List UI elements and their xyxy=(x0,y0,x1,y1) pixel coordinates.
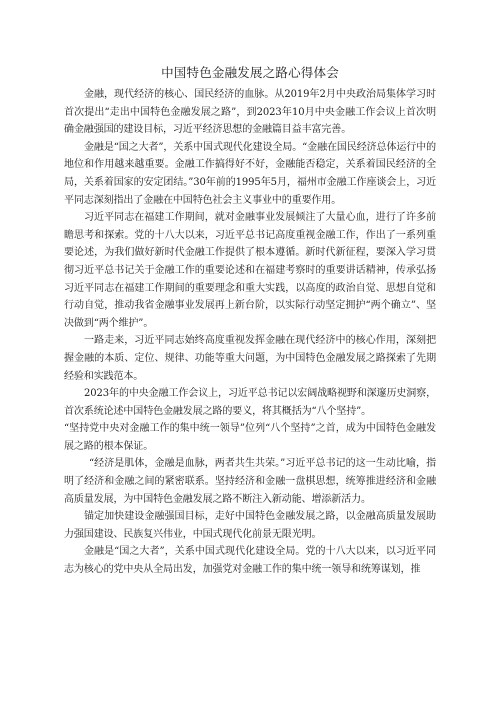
document-body xyxy=(64,86,436,579)
paragraph: 金融，现代经济的核心、国民经济的血脉。从2019年2月中央政治局集体学习时首次提出“走出中国特色金融发展之路”，到2023年10月中央金融工作会议上首次明确金融强国的建设目标，习近平经济思想的金融篇目益丰富完善。 xyxy=(64,89,436,136)
paragraph: “坚持党中央对金融工作的集中统一领导”位列“八个坚持”之首，成为中国特色金融发展之路的根本保证。 xyxy=(64,423,436,452)
paragraph: 习近平同志在福建工作期间，就对金融事业发展倾注了大量心血，进行了许多前瞻思考和探索。党的十八大以来，习近平总书记高度重视金融工作，作出了一系列重要论述，为我们做好新时代金融工作提供了根本遵循。新时代新征程，要深入学习贯彻习近平总书记关于金融工作的重要论述和在福建考察时的重要讲话精神，传承弘扬习近平同志在福建工作期间的重要理念和重大实践，以高度的政治自觉、思想自觉和行动自觉，推动我省金融事业发展再上新台阶，以实际行动坚定拥护“两个确立”、坚决做到“两个维护”。 xyxy=(64,212,436,329)
paragraph: 金融是“国之大者”，关系中国式现代化建设全局。“金融在国民经济总体运行中的地位和作用越来越重要。金融工作搞得好不好，金融能否稳定，关系着国民经济的全局，关系着国家的安定团结。”30年前的1995年5月，福州市金融工作座谈会上，习近平同志深刻指出了金融在中国特色社会主义事业中的重要作用。 xyxy=(64,141,436,206)
paragraph: 一路走来，习近平同志始终高度重视发挥金融在现代经济中的核心作用，深刻把握金融的本质、定位、规律、功能等重大问题，为中国特色金融发展之路探索了先期经验和实践范本。 xyxy=(64,335,436,382)
paragraph: 2023年的中央金融工作会议上，习近平总书记以宏阔战略视野和深邃历史洞察，首次系统论述中国特色金融发展之路的要义，将其概括为“八个坚持”。 xyxy=(64,388,436,417)
paragraph: 锚定加快建设金融强国目标，走好中国特色金融发展之路，以金融高质量发展助力强国建设、民族复兴伟业，中国式现代化前景无限光明。 xyxy=(64,511,436,540)
paragraph: “经济是肌体，金融是血脉，两者共生共荣。”习近平总书记的这一生动比喻，指明了经济和金融之间的紧密联系。坚持经济和金融一盘棋思想，统筹推进经济和金融高质量发展，为中国特色金融发展之路不断注入新动能、增添新活力。 xyxy=(64,458,436,505)
document-title: 中国特色金融发展之路心得体会 xyxy=(161,65,339,80)
paragraph: 金融是“国之大者”，关系中国式现代化建设全局。党的十八大以来，以习近平同志为核心的党中央从全局出发，加强党对金融工作的集中统一领导和统筹谋划，推 xyxy=(64,546,436,576)
